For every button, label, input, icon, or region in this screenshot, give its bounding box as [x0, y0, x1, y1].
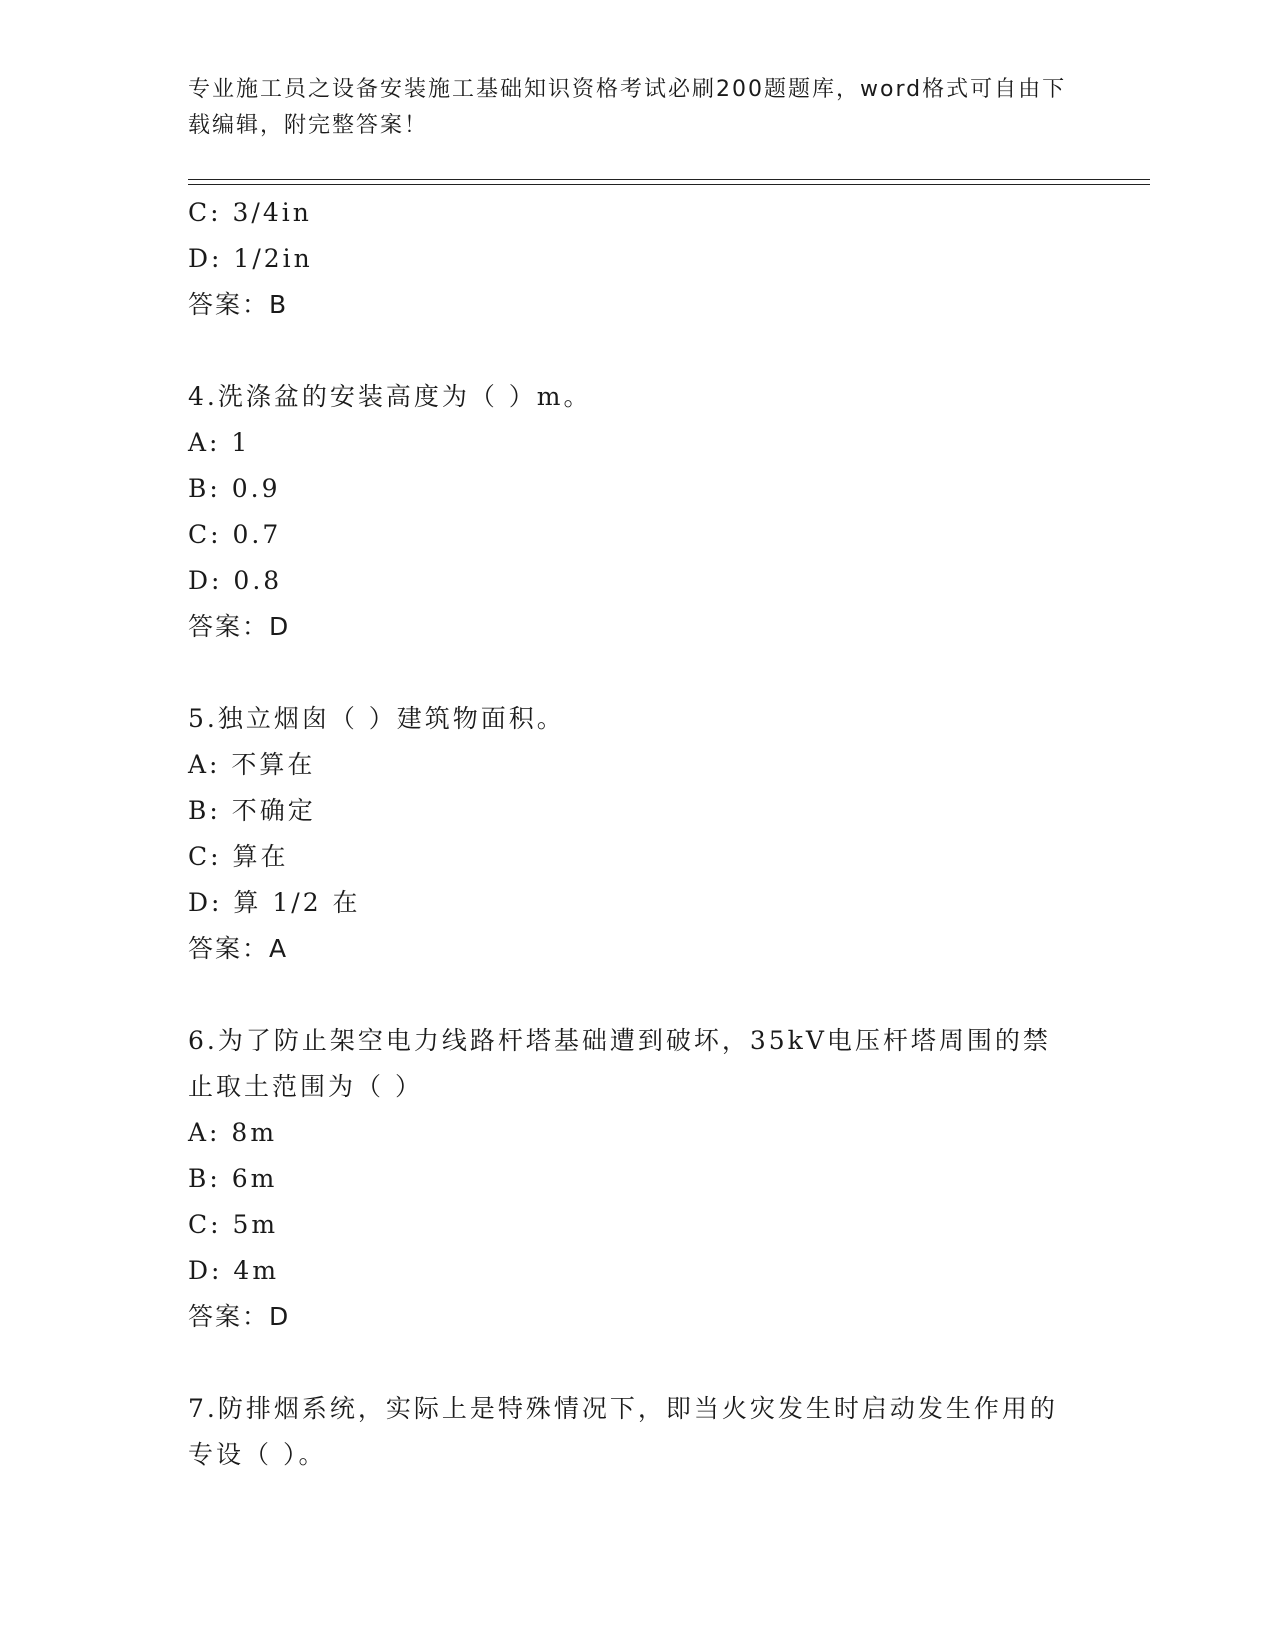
- header-text: 专业施工员之设备安装施工基础知识资格考试必刷200题题库，word格式可自由下载编辑，附完整答案！: [188, 77, 1067, 138]
- question-text: 6.为了防止架空电力线路杆塔基础遭到破坏，35kV电压杆塔周围的禁止取土范围为（ ）: [188, 1026, 1051, 1101]
- answer-line: 答案：D: [188, 612, 291, 641]
- option-line: B: 不确定: [188, 796, 316, 825]
- spacer: [188, 972, 1068, 1018]
- answer-line: 答案：B: [188, 290, 289, 319]
- option-line: C: 0.7: [188, 520, 282, 549]
- question-block-4: [188, 374, 1068, 650]
- question-text: 5.独立烟囱（ ）建筑物面积。: [188, 704, 565, 733]
- option-line: A: 8m: [188, 1118, 278, 1147]
- header-divider-top: [188, 179, 1150, 180]
- spacer: [188, 328, 1068, 374]
- spacer: [188, 1340, 1068, 1386]
- option-line: D: 0.8: [188, 566, 283, 595]
- option-line: A: 不算在: [188, 750, 316, 779]
- option-line: C: 3/4in: [188, 198, 312, 227]
- question-block-6: [188, 1018, 1068, 1340]
- document-header: [188, 72, 1068, 144]
- header-divider-bottom: [188, 184, 1150, 185]
- question-block-7: [188, 1386, 1068, 1478]
- option-line: D: 4m: [188, 1256, 280, 1285]
- question-list: [188, 190, 1068, 1478]
- question-block-3-tail: [188, 190, 1068, 328]
- question-text: 4.洗涤盆的安装高度为（ ）m。: [188, 382, 592, 411]
- option-line: A: 1: [188, 428, 251, 457]
- question-block-5: [188, 696, 1068, 972]
- option-line: C: 算在: [188, 842, 289, 871]
- question-text: 7.防排烟系统，实际上是特殊情况下，即当火灾发生时启动发生作用的专设（ ）。: [188, 1394, 1058, 1469]
- option-line: C: 5m: [188, 1210, 279, 1239]
- option-line: D: 算 1/2 在: [188, 888, 361, 917]
- spacer: [188, 650, 1068, 696]
- answer-line: 答案：A: [188, 934, 289, 963]
- answer-line: 答案：D: [188, 1302, 291, 1331]
- option-line: B: 0.9: [188, 474, 281, 503]
- option-line: D: 1/2in: [188, 244, 313, 273]
- option-line: B: 6m: [188, 1164, 278, 1193]
